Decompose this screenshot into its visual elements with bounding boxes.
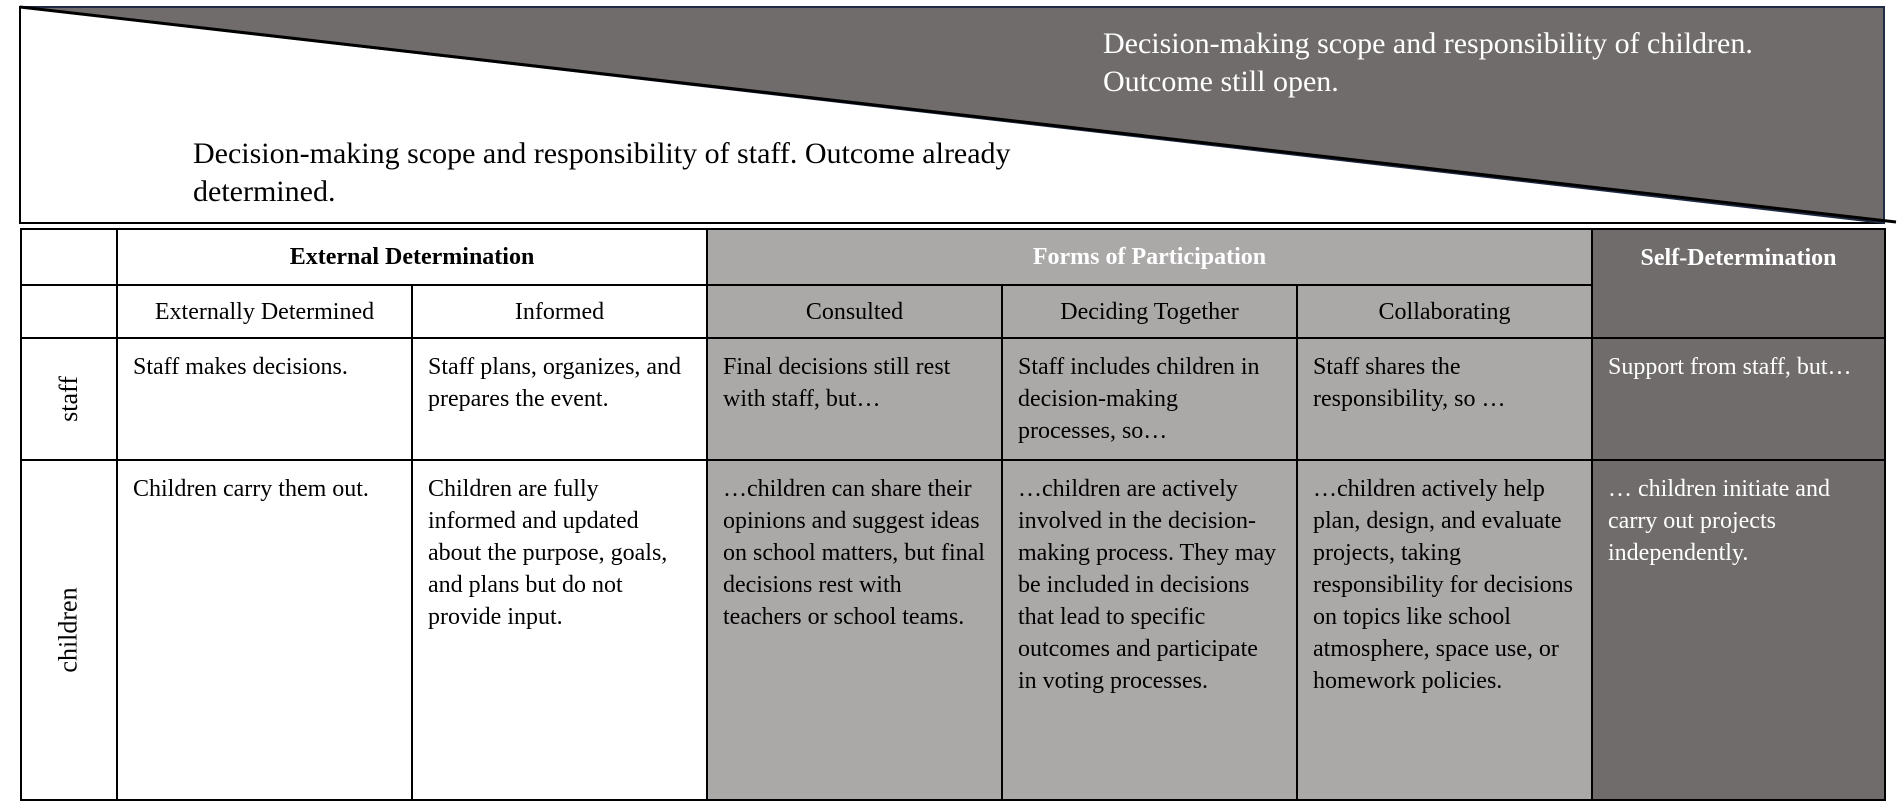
row-label-staff-text: staff <box>53 375 83 422</box>
staff-scope-label: Decision-making scope and responsibility of staff. Outcome already determined. <box>193 137 1011 208</box>
row-label-children-text: children <box>54 586 83 673</box>
corner-cell-2 <box>21 285 117 338</box>
children-cell-consulted: …children can share their opinions and suggest ideas on school matters, but final decisions rest with teachers or school teams. <box>707 460 1002 800</box>
children-cell-self-determination: … children initiate and carry out projects independently. <box>1592 460 1885 800</box>
external-determination-header: External Determination <box>117 229 707 285</box>
participation-table <box>20 228 1886 801</box>
corner-cell <box>21 229 117 285</box>
children-cell-deciding-together: …children are actively involved in the decision-making process. They may be included in decisions that lead to specific outcomes and participate in voting processes. <box>1002 460 1297 800</box>
staff-cell-deciding-together: Staff includes children in decision-making processes, so… <box>1002 338 1297 460</box>
children-cell-collaborating: …children actively help plan, design, and evaluate projects, taking responsibility for decisions on topics like school atmosphere, space use, or homework policies. <box>1297 460 1592 800</box>
staff-cell-informed: Staff plans, organizes, and prepares the event. <box>412 338 707 460</box>
level-collaborating: Collaborating <box>1297 285 1592 338</box>
level-deciding-together: Deciding Together <box>1002 285 1297 338</box>
row-label-staff <box>21 338 117 460</box>
children-cell-informed: Children are fully informed and updated about the purpose, goals, and plans but do not provide input. <box>412 460 707 800</box>
staff-cell-consulted: Final decisions still rest with staff, but… <box>707 338 1002 460</box>
row-label-children <box>21 460 117 800</box>
staff-cell-externally-determined: Staff makes decisions. <box>117 338 412 460</box>
forms-of-participation-header: Forms of Participation <box>707 229 1592 285</box>
staff-cell-self-determination: Support from staff, but… <box>1592 338 1885 460</box>
children-cell-externally-determined: Children carry them out. <box>117 460 412 800</box>
group-header-row <box>21 229 1885 285</box>
level-externally-determined: Externally Determined <box>117 285 412 338</box>
staff-row <box>21 338 1885 460</box>
self-determination-header: Self-Determination <box>1592 229 1885 338</box>
children-scope-label: Decision-making scope and responsibility of children. Outcome still open. <box>1103 27 1753 98</box>
level-informed: Informed <box>412 285 707 338</box>
staff-cell-collaborating: Staff shares the responsibility, so … <box>1297 338 1592 460</box>
children-row <box>21 460 1885 800</box>
level-consulted: Consulted <box>707 285 1002 338</box>
